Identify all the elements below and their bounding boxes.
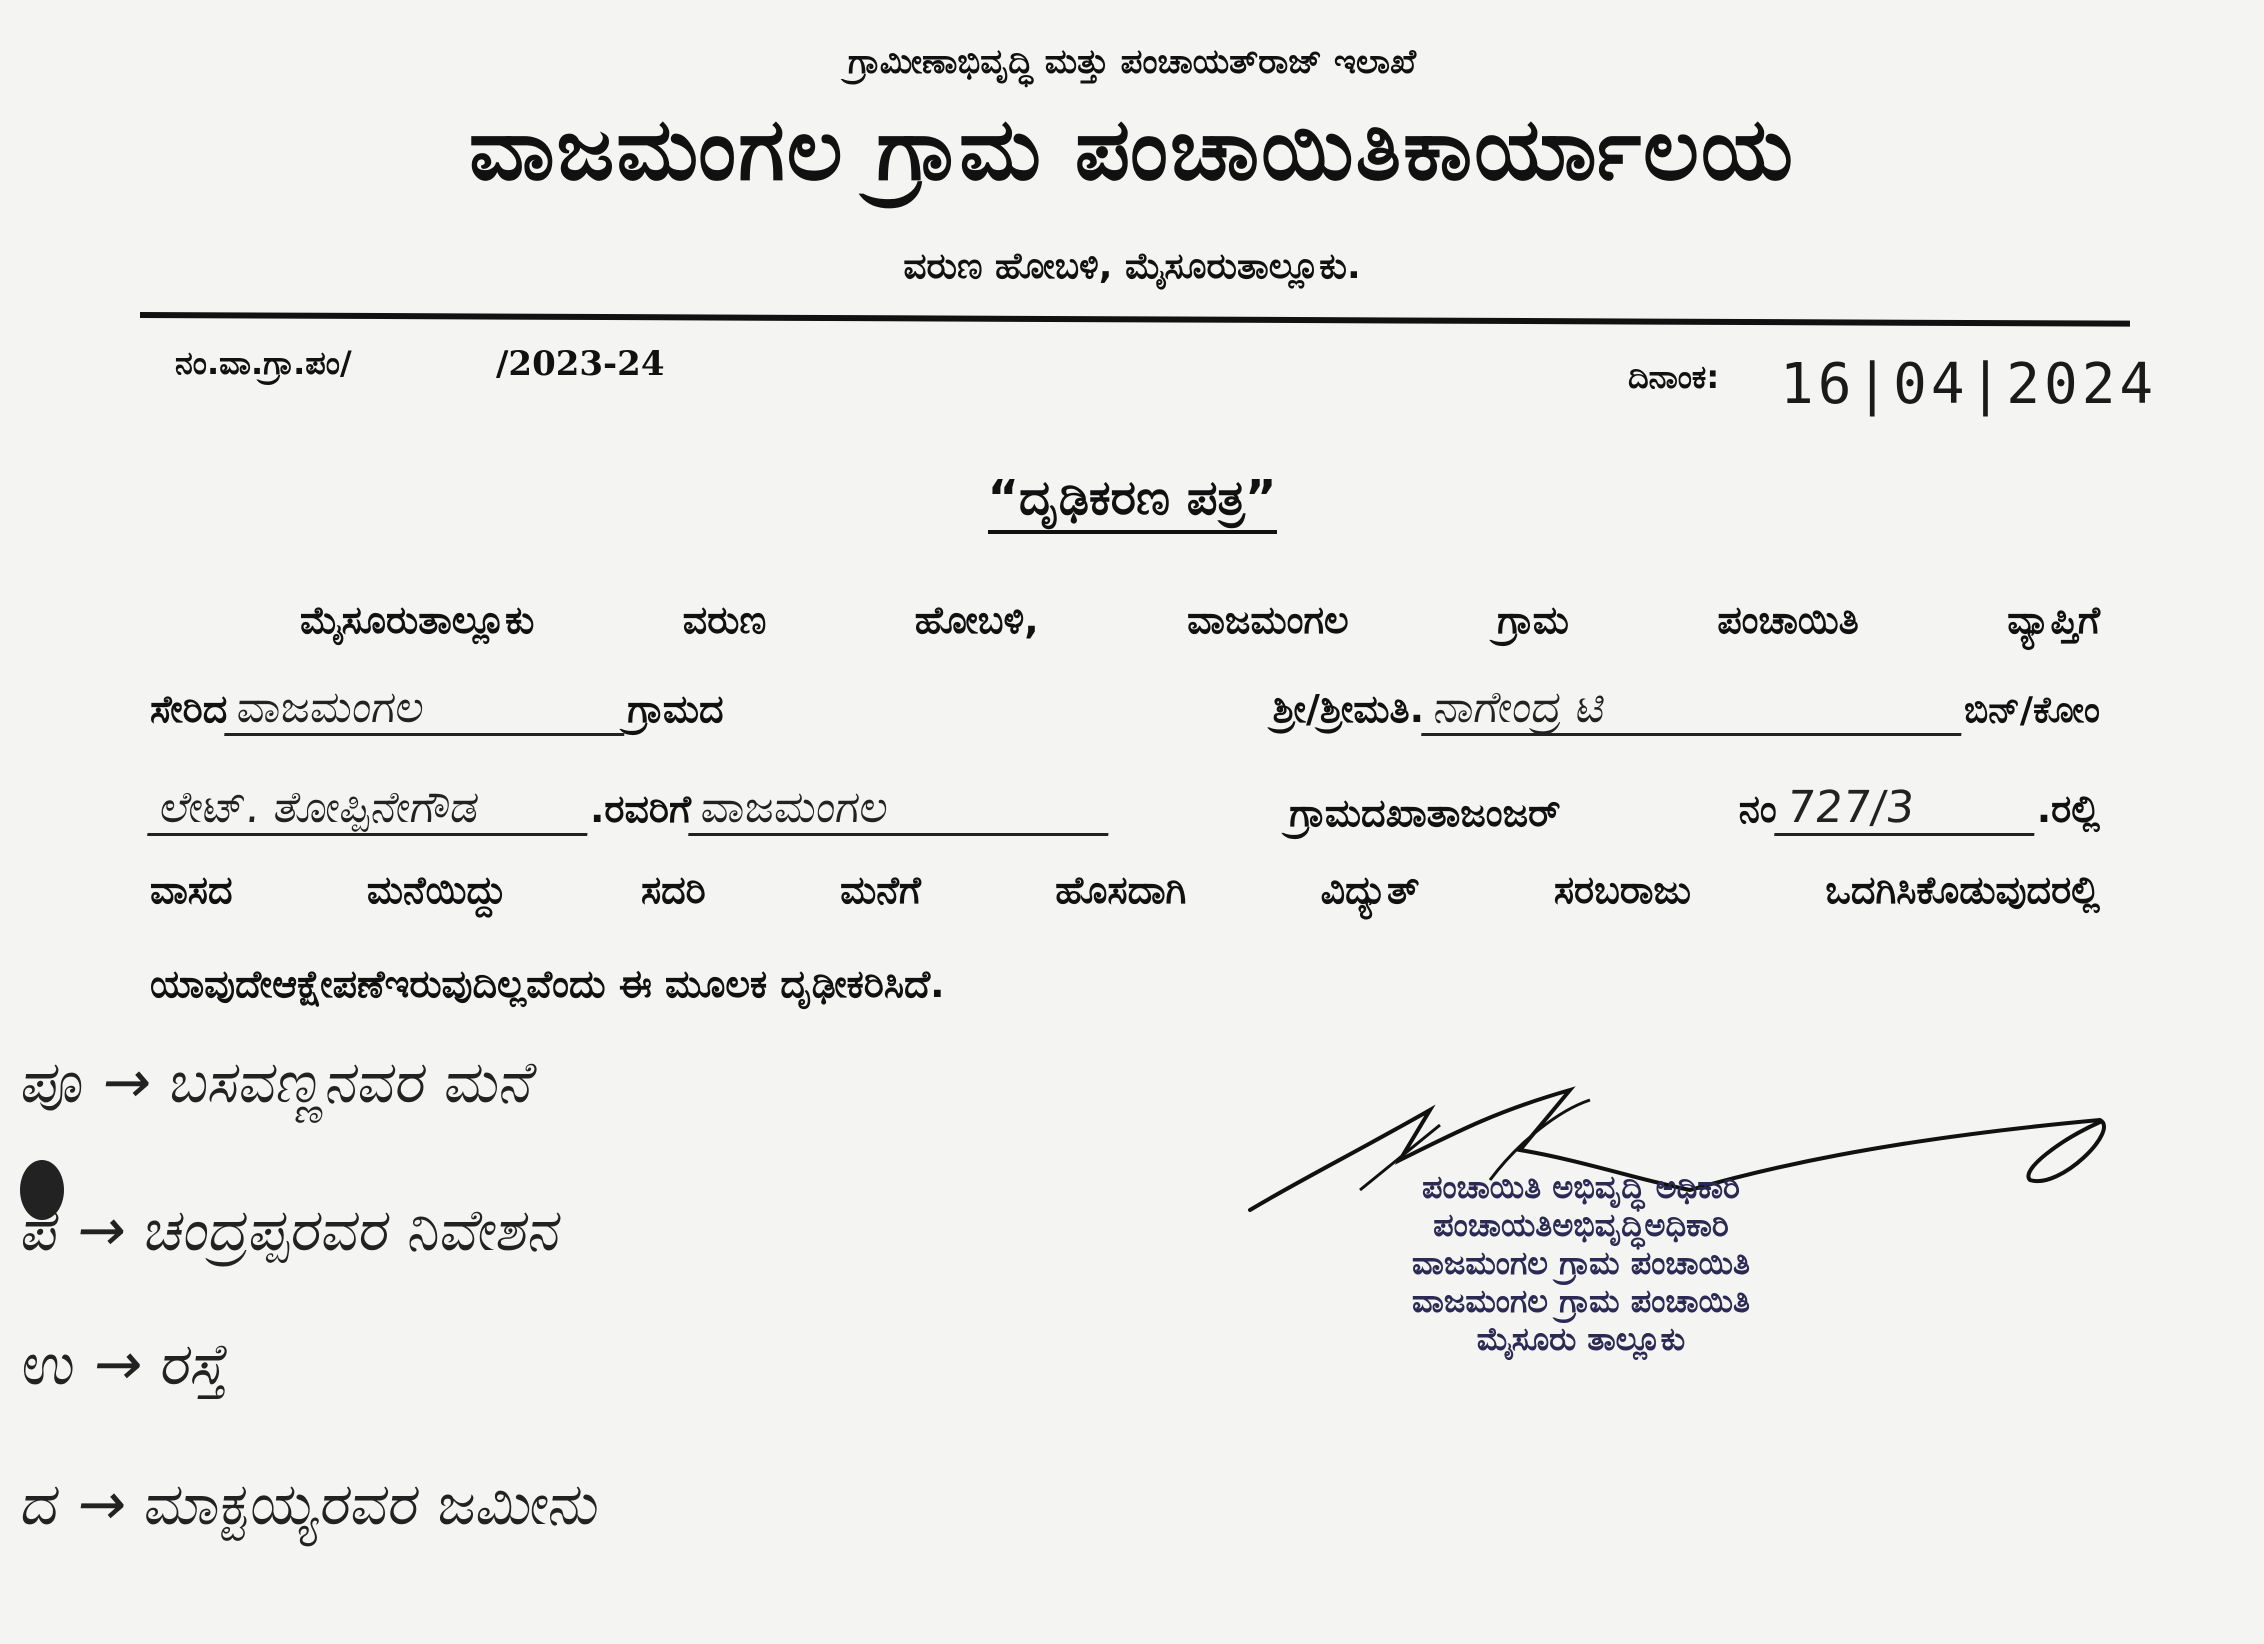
word: ಒದಗಿಸಿಕೊಡುವುದರಲ್ಲಿ: [1825, 868, 2100, 912]
village-handwritten: ವಾಜಮಂಗಲ: [224, 682, 630, 736]
word: ವ್ಯಾಪ್ತಿಗೆ: [2007, 598, 2100, 642]
header-rule: [140, 312, 2130, 327]
body-line-1: [150, 598, 2100, 643]
word: ವಾಸದ: [150, 868, 233, 912]
stamp-line: ವಾಜಮಂಗಲ ಗ್ರಾಮ ಪಂಚಾಯಿತಿ: [1412, 1244, 1750, 1282]
boundary-south: ದ → ಮಾಕ್ಟಯ್ಯರವರ ಜಮೀನು: [17, 1470, 605, 1538]
department-name: ಗ್ರಾಮೀಣಾಭಿವೃದ್ಧಿ ಮತ್ತು ಪಂಚಾಯತ್‌ರಾಜ್ ಇಲಾಖೆ: [847, 42, 1417, 82]
stamp-line: ಪಂಚಾಯಿತಿ ಅಭಿವೃದ್ಧಿ ಅಧಿಕಾರಿ: [1421, 1168, 1740, 1206]
word: ವರುಣ: [682, 598, 767, 642]
boundary-east: ಪೂ → ಬಸವಣ್ಣನವರ ಮನೆ: [17, 1048, 540, 1116]
word: ಮನೆಗೆ: [840, 868, 921, 912]
reference-number-label: ನಂ.ವಾ.ಗ್ರಾ.ಪಂ/: [175, 344, 352, 382]
word: ಸೇರಿದ ವಾಜಮಂಗಲ ಗ್ರಾಮದ: [150, 682, 724, 736]
word: ಸದರಿ: [640, 868, 706, 912]
word: ಶ್ರೀ/ಶ್ರೀಮತಿ. ನಾಗೇಂದ್ರ ಟಿ ಬಿನ್/ಕೋಂ: [1273, 682, 2100, 736]
word: ವಾಜಮಂಗಲ: [1187, 598, 1349, 642]
word: ಲೇಟ್. ತೋಪ್ಪಿನೇಗೌಡ .ರವರಿಗೆ ವಾಜಮಂಗಲ: [150, 782, 1111, 836]
body-line-4: [150, 868, 2100, 913]
name-handwritten: ನಾಗೇಂದ್ರ ಟಿ: [1421, 682, 1967, 736]
word: ಸರಬರಾಜು: [1553, 868, 1692, 912]
date-label: ದಿನಾಂಕ:: [1628, 358, 1720, 396]
body-line-2: [150, 682, 2100, 736]
body-line-5: ಯಾವುದೇಆಕ್ಷೇಪಣೆಇರುವುದಿಲ್ಲವೆಂದು ಈ ಮೂಲಕ ದೃಢೀಕರಿಸಿದೆ.: [150, 962, 945, 1006]
body-line-3: [150, 782, 2100, 836]
father-name-handwritten: ಲೇಟ್. ತೋಪ್ಪಿನೇಗೌಡ: [147, 782, 593, 836]
word: ಹೊಸದಾಗಿ: [1055, 868, 1187, 912]
boundary-north: ಉ → ರಸ್ತೆ: [17, 1330, 235, 1398]
hobli-taluk: ವರುಣ ಹೋಬಳಿ, ಮೈಸೂರುತಾಲ್ಲೂಕು.: [903, 246, 1361, 287]
word: ಮೈಸೂರುತಾಲ್ಲೂಕು: [300, 598, 535, 642]
stamp-line: ಪಂಚಾಯತಿಅಭಿವೃದ್ಧಿಅಧಿಕಾರಿ: [1433, 1206, 1729, 1244]
village-handwritten-2: ವಾಜಮಂಗಲ: [688, 782, 1114, 836]
word: ನಂ 727/3 .ರಲ್ಲಿ: [1739, 782, 2100, 836]
document-title: “ದೃಢಿಕರಣ ಪತ್ರ”: [0, 470, 2264, 527]
office-name: ವಾಜಮಂಗಲ ಗ್ರಾಮ ಪಂಚಾಯಿತಿಕಾರ್ಯಾಲಯ: [468, 100, 1795, 200]
khata-number-handwritten: 727/3: [1774, 782, 2040, 836]
khata-label: ಗ್ರಾಮದಖಾತಾಜಂಜರ್: [1289, 791, 1561, 835]
date-value-handwritten: 16|04|2024: [1780, 352, 2158, 417]
word: ಗ್ರಾಮ: [1497, 598, 1569, 642]
word: ಹೋಬಳಿ,: [914, 598, 1039, 642]
stamp-line: ವಾಜಮಂಗಲ ಗ್ರಾಮ ಪಂಚಾಯಿತಿ: [1412, 1282, 1750, 1320]
word: ಪಂಚಾಯಿತಿ: [1717, 598, 1859, 642]
word: ವಿದ್ಯುತ್: [1320, 868, 1420, 912]
stamp-line: ಮೈಸೂರು ತಾಲ್ಲೂಕು: [1476, 1320, 1686, 1358]
boundary-west: ಪ → ಚಂದ್ರಪ್ಪರವರ ನಿವೇಶನ: [17, 1196, 567, 1264]
official-stamp: [1412, 1168, 1750, 1358]
word: ಮನೆಯಿದ್ದು: [366, 868, 507, 912]
reference-year: /2023-24: [496, 344, 665, 384]
